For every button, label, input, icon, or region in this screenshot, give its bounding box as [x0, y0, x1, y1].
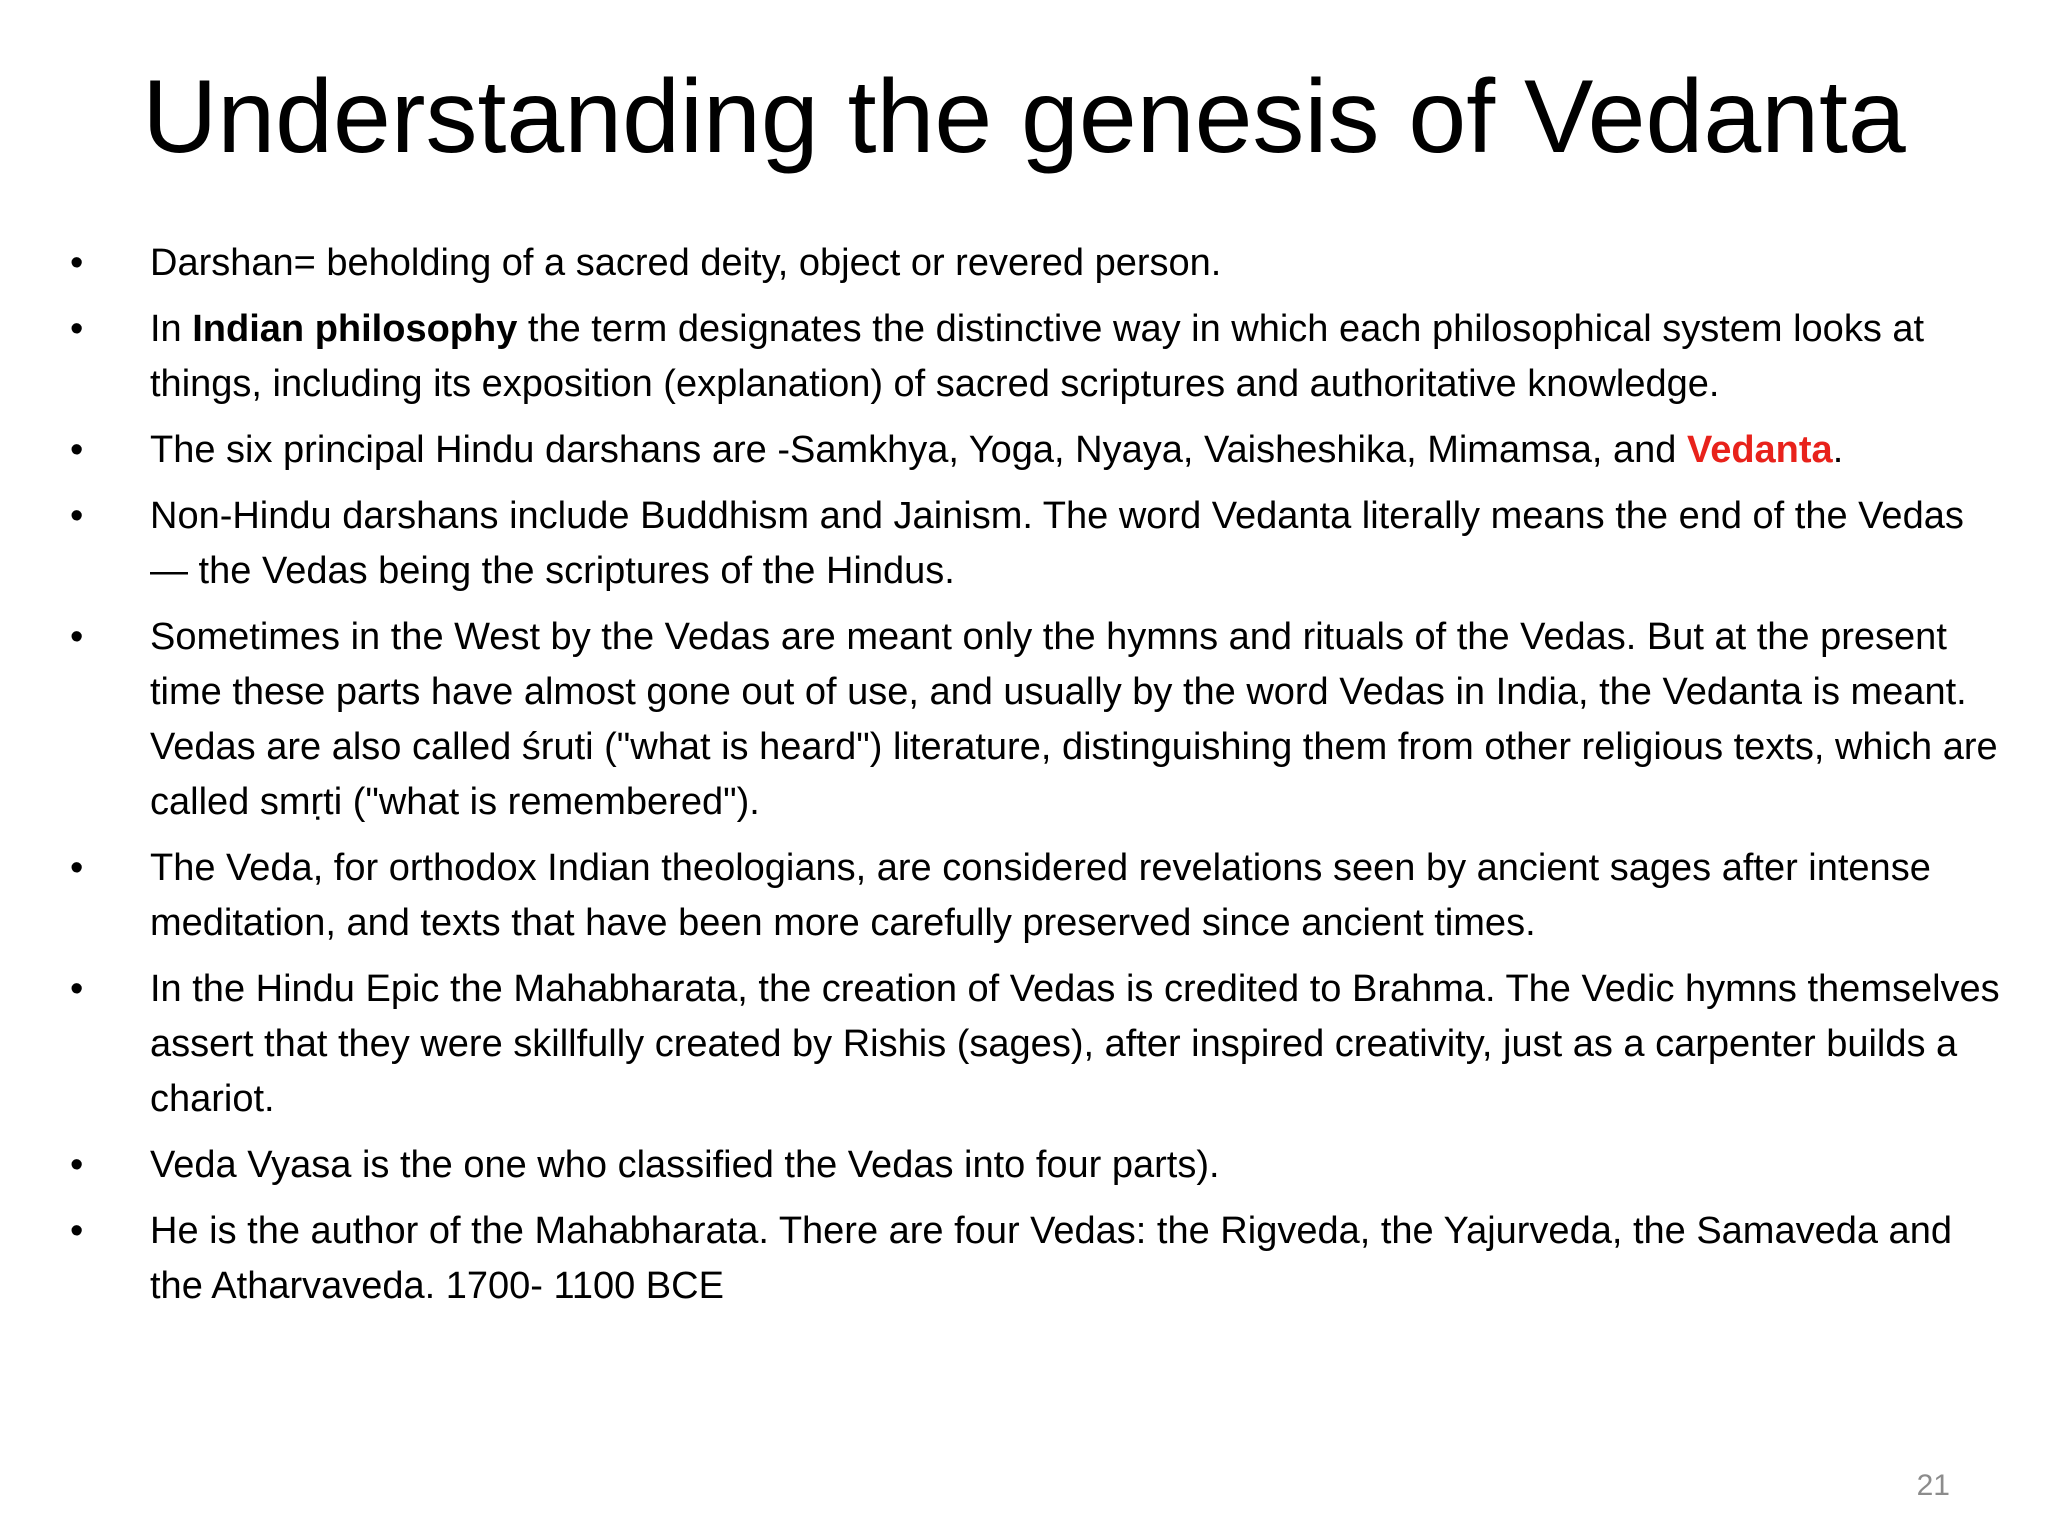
bullet-text: The six principal Hindu darshans are -Samkhya, Yoga, Nyaya, Vaisheshika, Mimamsa, and: [150, 429, 1687, 471]
bullet-text: Darshan= beholding of a sacred deity, object or revered person.: [150, 242, 1222, 284]
bullet-item: [70, 302, 2000, 412]
bullet-text: In: [150, 308, 193, 350]
bullet-text: Sometimes in the West by the Vedas are meant only the hymns and rituals of the Vedas. But at the present time these parts have almost gone out of use, and usually by the word Vedas in India, the Vedanta is meant. Vedas are also called śruti ("what is heard") literature, distinguishing them from other religious texts, which are called smṛti ("what is remembered").: [150, 616, 1998, 823]
bold-term: Indian philosophy: [192, 308, 518, 350]
bullet-text: the term designates the distinctive way in which each philosophical system looks at things, including its exposition (explanation) of sacred scriptures and authoritative knowledge.: [150, 308, 1925, 405]
bullet-dot-icon: •: [70, 1144, 84, 1186]
bullet-item: [70, 841, 2000, 951]
bullet-dot-icon: •: [70, 308, 84, 350]
slide-title: Understanding the genesis of Vedanta: [142, 59, 1906, 175]
bullet-text: Veda Vyasa is the one who classified the Vedas into four parts).: [150, 1144, 1220, 1186]
bullet-item: [70, 489, 2000, 599]
bullet-text: In the Hindu Epic the Mahabharata, the creation of Vedas is credited to Brahma. The Vedic hymns themselves assert that they were skillfully created by Rishis (sages), after inspired creativity, just as a carpenter builds a chariot.: [150, 968, 2000, 1120]
bullet-item: [70, 1204, 2000, 1314]
bullet-dot-icon: •: [70, 1210, 84, 1252]
bullet-dot-icon: •: [70, 242, 84, 284]
bullet-dot-icon: •: [70, 495, 84, 537]
bullet-dot-icon: •: [70, 968, 84, 1010]
page-number: 21: [1916, 1469, 1950, 1502]
bullet-item: [70, 236, 2000, 291]
bullet-item: [70, 962, 2000, 1127]
bullet-text: He is the author of the Mahabharata. There are four Vedas: the Rigveda, the Yajurveda, the Samaveda and the Atharvaveda. 1700- 1100 BCE: [150, 1210, 1952, 1307]
bullet-dot-icon: •: [70, 847, 84, 889]
bullet-text: Non-Hindu darshans include Buddhism and Jainism. The word Vedanta literally means the end of the Vedas — the Vedas being the scriptures of the Hindus.: [150, 495, 1964, 592]
highlighted-term: Vedanta: [1686, 429, 1833, 471]
bullet-text: The Veda, for orthodox Indian theologians, are considered revelations seen by ancient sages after intense meditation, and texts that have been more carefully preserved since ancient times.: [150, 847, 1931, 944]
bullet-item: [70, 423, 2000, 478]
bullet-item: [70, 610, 2000, 830]
bullet-text: .: [1832, 429, 1844, 471]
bullet-list: [70, 236, 2000, 1325]
bullet-dot-icon: •: [70, 429, 84, 471]
bullet-item: [70, 1138, 2000, 1193]
bullet-dot-icon: •: [70, 616, 84, 658]
